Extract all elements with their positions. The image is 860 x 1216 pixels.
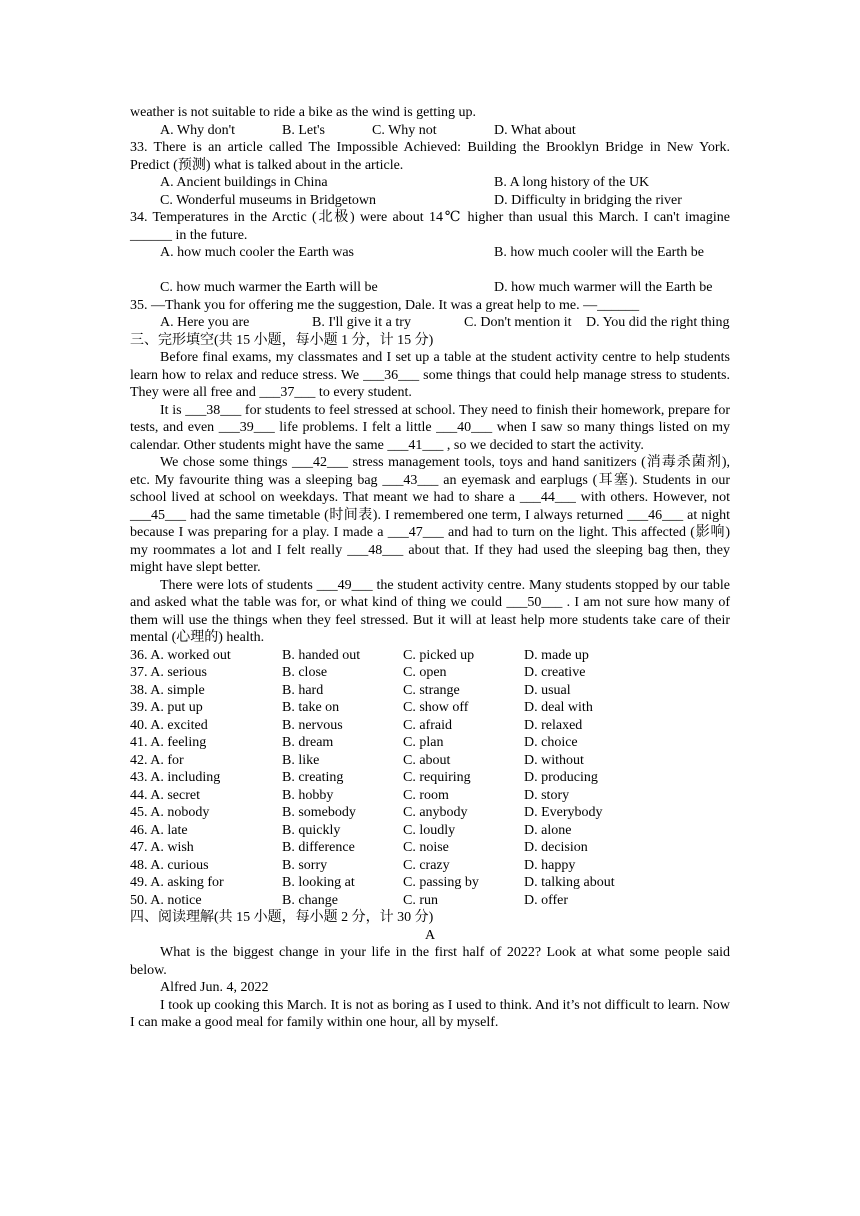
q33-option-a: A. Ancient buildings in China bbox=[160, 175, 328, 190]
cloze-paragraph: Before final exams, my classmates and I set up a table at the student activity centre to help students learn how to relax and reduce stress. We ___36___ some things that could help manage stress to students. They were all free and ___37___ to every student. bbox=[130, 350, 730, 400]
alfred-text: I took up cooking this March. It is not as boring as I used to think. And it’s not difficult to learn. Now I can make a good meal for family within one hour, all by myself. bbox=[130, 997, 730, 1030]
cloze-paragraph: It is ___38___ for students to feel stressed at school. They need to finish their homework, prepare for tests, and even ___39___ life problems. I felt a little ___40___ when I saw so many things listed on my calendar. Other students might have the same ___41___ , so we decided to start the activity. bbox=[130, 402, 730, 453]
cloze-option: 37. A. serious bbox=[130, 665, 207, 680]
cloze-option: B. change bbox=[282, 892, 338, 908]
cloze-option: D. deal with bbox=[524, 700, 593, 715]
cloze-option: 50. A. notice bbox=[130, 892, 202, 908]
cloze-option: B. creating bbox=[282, 770, 344, 785]
cloze-option: C. passing by bbox=[403, 875, 479, 890]
cloze-option: D. story bbox=[524, 787, 570, 803]
cloze-option: D. happy bbox=[524, 857, 576, 873]
cloze-option: D. offer bbox=[524, 892, 569, 908]
cloze-option-row bbox=[130, 804, 730, 822]
cloze-option: B. handed out bbox=[282, 647, 361, 663]
cloze-option: C. afraid bbox=[403, 717, 452, 733]
cloze-option-row bbox=[130, 717, 730, 735]
cloze-paragraph: We chose some things ___42___ stress management tools, toys and hand sanitizers (消毒杀菌剂), etc. My favourite thing was a sleeping bag ___43___ an eyemask and earplugs (耳塞). Students in our school lived at school on weekdays. That meant we had to share a ___44___ with others. However, not ___45___ had the same timetable (时间表). I remembered one term, I always returned ___46___ at night because I was preparing for a play. I made a ___47___ and had to turn on the light. This affected (影响) my roommates a lot and I felt really ___48___ about that. If they had used the sleeping bag then, they might have slept better. bbox=[130, 455, 730, 575]
cloze-option: 44. A. secret bbox=[130, 787, 200, 803]
q32-option-c: C. Why not bbox=[372, 122, 437, 138]
section3-title: 三、完形填空(共 15 小题，每小题 1 分，计 15 分) bbox=[130, 332, 434, 348]
cloze-option: C. requiring bbox=[403, 770, 471, 785]
section4-title: 四、阅读理解(共 15 小题，每小题 2 分，计 30 分) bbox=[130, 910, 434, 925]
q32-option-b: B. Let's bbox=[282, 122, 325, 138]
cloze-option: B. take on bbox=[282, 700, 340, 715]
q35-option-b: B. I'll give it a try bbox=[312, 315, 411, 330]
cloze-option-row bbox=[130, 892, 730, 910]
q33-options-row2 bbox=[130, 192, 730, 210]
cloze-option: C. picked up bbox=[403, 647, 475, 663]
cloze-options-list bbox=[130, 647, 730, 910]
cloze-option: C. plan bbox=[403, 735, 444, 750]
q33-option-c: C. Wonderful museums in Bridgetown bbox=[160, 192, 376, 208]
cloze-option-row bbox=[130, 699, 730, 717]
q34-options-row2 bbox=[130, 279, 730, 297]
q33-text: 33. There is an article called The Impossible Achieved: Building the Brooklyn Bridge in New York. Predict (预测) what is talked about in the article. bbox=[130, 140, 730, 173]
cloze-option: D. creative bbox=[524, 665, 586, 680]
cloze-option-row bbox=[130, 839, 730, 857]
q33-option-b: B. A long history of the UK bbox=[494, 175, 650, 190]
cloze-option-row bbox=[130, 647, 730, 665]
cloze-option: 45. A. nobody bbox=[130, 805, 210, 820]
cloze-option: C. strange bbox=[403, 682, 460, 698]
cloze-option: B. hard bbox=[282, 682, 324, 698]
q34-option-b: B. how much cooler will the Earth be bbox=[494, 245, 704, 260]
cloze-option: D. choice bbox=[524, 735, 578, 750]
cloze-option: C. show off bbox=[403, 700, 469, 715]
q34-option-d: D. how much warmer will the Earth be bbox=[494, 280, 713, 295]
cloze-option: 42. A. for bbox=[130, 752, 184, 768]
cloze-paragraph: There were lots of students ___49___ the student activity centre. Many students stopped by our table and asked what the table was for, or what kind of thing we could ___50___ . I am not sure how many of them will use the things when they feel stressed. But it will at least help more students take care of their mental (心理的) health. bbox=[130, 577, 730, 645]
cloze-option: 40. A. excited bbox=[130, 717, 208, 733]
cloze-option: D. without bbox=[524, 752, 584, 768]
q34-options-row1 bbox=[130, 244, 730, 262]
reading-intro: What is the biggest change in your life in the first half of 2022? Look at what some people said below. bbox=[130, 945, 730, 978]
q33-option-d: D. Difficulty in bridging the river bbox=[494, 192, 682, 208]
cloze-option: D. talking about bbox=[524, 875, 615, 890]
cloze-option: B. quickly bbox=[282, 822, 341, 838]
cloze-option: D. relaxed bbox=[524, 717, 583, 733]
cloze-option-row bbox=[130, 787, 730, 805]
cloze-option: B. like bbox=[282, 752, 320, 768]
cloze-option: B. close bbox=[282, 665, 328, 680]
cloze-option: 46. A. late bbox=[130, 822, 188, 838]
cloze-option: B. looking at bbox=[282, 875, 355, 890]
q35-option-c: C. Don't mention it bbox=[464, 315, 572, 330]
cloze-option: C. crazy bbox=[403, 857, 450, 873]
q33-options-row1 bbox=[130, 174, 730, 192]
cloze-option-row bbox=[130, 769, 730, 787]
cloze-option-row bbox=[130, 682, 730, 700]
cloze-option: D. Everybody bbox=[524, 805, 603, 820]
alfred-header: Alfred Jun. 4, 2022 bbox=[160, 980, 269, 995]
q34-text: 34. Temperatures in the Arctic (北极) were about 14℃ higher than usual this March. I can't imagine ______ in the future. bbox=[130, 210, 730, 243]
cloze-option: C. loudly bbox=[403, 822, 456, 838]
cloze-option-row bbox=[130, 664, 730, 682]
q32-option-a: A. Why don't bbox=[160, 122, 235, 138]
q35-text: 35. —Thank you for offering me the suggestion, Dale. It was a great help to me. —______ bbox=[130, 297, 640, 313]
cloze-option: 38. A. simple bbox=[130, 682, 205, 698]
cloze-option: 47. A. wish bbox=[130, 840, 194, 855]
spacer bbox=[130, 262, 730, 280]
q32-option-d: D. What about bbox=[494, 122, 576, 138]
passage-label: A bbox=[424, 927, 436, 943]
cloze-option: D. usual bbox=[524, 682, 571, 698]
cloze-option: 43. A. including bbox=[130, 770, 221, 785]
cloze-option: D. producing bbox=[524, 770, 598, 785]
cloze-option: C. run bbox=[403, 892, 438, 908]
cloze-option: C. room bbox=[403, 787, 449, 803]
q34-option-c: C. how much warmer the Earth will be bbox=[160, 280, 378, 295]
cloze-option: B. nervous bbox=[282, 717, 343, 733]
cloze-option: B. hobby bbox=[282, 787, 334, 803]
cloze-option: 48. A. curious bbox=[130, 857, 209, 873]
cloze-option-row bbox=[130, 822, 730, 840]
exam-page bbox=[130, 104, 730, 1032]
cloze-option: B. difference bbox=[282, 840, 355, 855]
cloze-option: C. open bbox=[403, 665, 447, 680]
cloze-option: D. made up bbox=[524, 647, 589, 663]
cloze-option: D. alone bbox=[524, 822, 572, 838]
cloze-option-row bbox=[130, 874, 730, 892]
q35-option-d: D. You did the right thing bbox=[586, 315, 730, 330]
cloze-option: 49. A. asking for bbox=[130, 875, 224, 890]
cloze-option: C. noise bbox=[403, 840, 449, 855]
cloze-option: 36. A. worked out bbox=[130, 647, 231, 663]
q34-option-a: A. how much cooler the Earth was bbox=[160, 245, 354, 260]
cloze-option: 41. A. feeling bbox=[130, 735, 207, 750]
q32-tail: weather is not suitable to ride a bike as the wind is getting up. bbox=[130, 105, 477, 120]
cloze-option: B. somebody bbox=[282, 805, 356, 820]
cloze-option: B. sorry bbox=[282, 857, 328, 873]
cloze-option: D. decision bbox=[524, 840, 588, 855]
q35-options bbox=[130, 314, 730, 332]
cloze-option: B. dream bbox=[282, 735, 334, 750]
cloze-option-row bbox=[130, 857, 730, 875]
q35-option-a: A. Here you are bbox=[160, 315, 250, 330]
cloze-option-row bbox=[130, 734, 730, 752]
cloze-option-row bbox=[130, 752, 730, 770]
q32-options bbox=[130, 122, 730, 140]
cloze-option: C. about bbox=[403, 752, 451, 768]
cloze-option: C. anybody bbox=[403, 805, 468, 820]
cloze-option: 39. A. put up bbox=[130, 700, 203, 715]
